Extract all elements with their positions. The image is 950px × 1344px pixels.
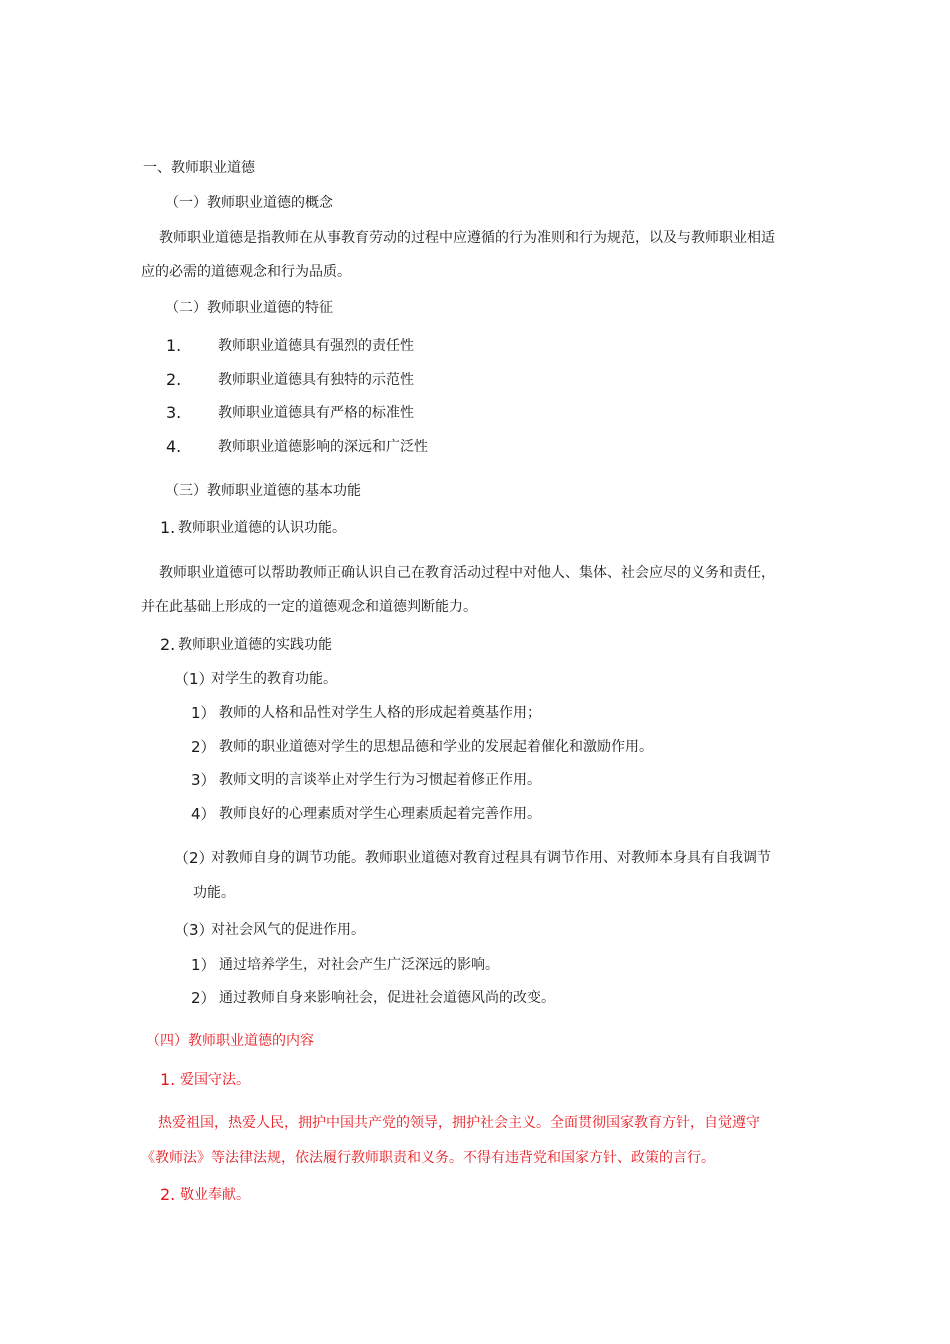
society-item-number: 2）	[191, 989, 216, 1007]
self-regulation-line-2: 功能。	[193, 885, 235, 901]
education-item-text: 教师的人格和品性对学生人格的形成起着奠基作用；	[219, 705, 541, 721]
feature-item-number: 1.	[166, 336, 182, 355]
education-item-number: 4）	[191, 805, 216, 823]
subsection-title-functions: （三）教师职业道德的基本功能	[165, 483, 361, 499]
feature-item-text: 教师职业道德具有强烈的责任性	[218, 338, 414, 354]
patriotism-paragraph-line-1: 热爱祖国，热爱人民，拥护中国共产党的领导，拥护社会主义。全面贯彻国家教育方针，自觉遵守	[158, 1115, 760, 1131]
education-item-text: 教师文明的言谈举止对学生行为习惯起着修正作用。	[219, 772, 541, 788]
society-item-number: 1）	[191, 956, 216, 974]
concept-paragraph-line-1: 教师职业道德是指教师在从事教育劳动的过程中应遵循的行为准则和行为规范，以及与教师职业相适	[159, 230, 775, 246]
education-item-text: 教师的职业道德对学生的思想品德和学业的发展起着催化和激励作用。	[219, 739, 653, 755]
society-item-text: 通过培养学生，对社会产生广泛深远的影响。	[219, 957, 499, 973]
cognition-paragraph-line-2: 并在此基础上形成的一定的道德观念和道德判断能力。	[141, 599, 477, 615]
feature-item-number: 3.	[166, 403, 182, 422]
society-item-text: 通过教师自身来影响社会，促进社会道德风尚的改变。	[219, 990, 555, 1006]
function-number: 2.	[160, 635, 176, 654]
self-regulation-line-1: 对教师自身的调节功能。教师职业道德对教育过程具有调节作用、对教师本身具有自我调节	[211, 850, 771, 866]
content-title-patriotism: 爱国守法。	[180, 1072, 250, 1088]
education-item-number: 3）	[191, 771, 216, 789]
function-title-practice: 教师职业道德的实践功能	[178, 637, 332, 653]
education-item-number: 2）	[191, 738, 216, 756]
feature-item-number: 2.	[166, 370, 182, 389]
feature-item-text: 教师职业道德影响的深远和广泛性	[218, 439, 428, 455]
feature-item-text: 教师职业道德具有严格的标准性	[218, 405, 414, 421]
section-heading: 一、教师职业道德	[143, 160, 255, 176]
subsection-title-concept: （一）教师职业道德的概念	[165, 195, 333, 211]
concept-paragraph-line-2: 应的必需的道德观念和行为品质。	[141, 264, 351, 280]
content-number: 1.	[160, 1070, 176, 1089]
practice-subitem-number: （1）	[174, 670, 214, 688]
cognition-paragraph-line-1: 教师职业道德可以帮助教师正确认识自己在教育活动过程中对他人、集体、社会应尽的义务和责任，	[159, 565, 775, 581]
education-item-number: 1）	[191, 704, 216, 722]
patriotism-paragraph-line-2: 《教师法》等法律法规，依法履行教师职责和义务。不得有违背党和国家方针、政策的言行。	[141, 1150, 715, 1166]
practice-subitem-number: （3）	[174, 921, 214, 939]
subsection-title-content: （四）教师职业道德的内容	[146, 1033, 314, 1049]
function-title-cognition: 教师职业道德的认识功能。	[178, 520, 346, 536]
practice-subitem-title: 对学生的教育功能。	[211, 671, 337, 687]
content-title-dedication: 敬业奉献。	[180, 1187, 250, 1203]
feature-item-text: 教师职业道德具有独特的示范性	[218, 372, 414, 388]
education-item-text: 教师良好的心理素质对学生心理素质起着完善作用。	[219, 806, 541, 822]
feature-item-number: 4.	[166, 437, 182, 456]
function-number: 1.	[160, 518, 176, 537]
practice-subitem-number: （2）	[174, 849, 214, 867]
practice-subitem-title: 对社会风气的促进作用。	[211, 922, 365, 938]
content-number: 2.	[160, 1185, 176, 1204]
subsection-title-features: （二）教师职业道德的特征	[165, 300, 333, 316]
